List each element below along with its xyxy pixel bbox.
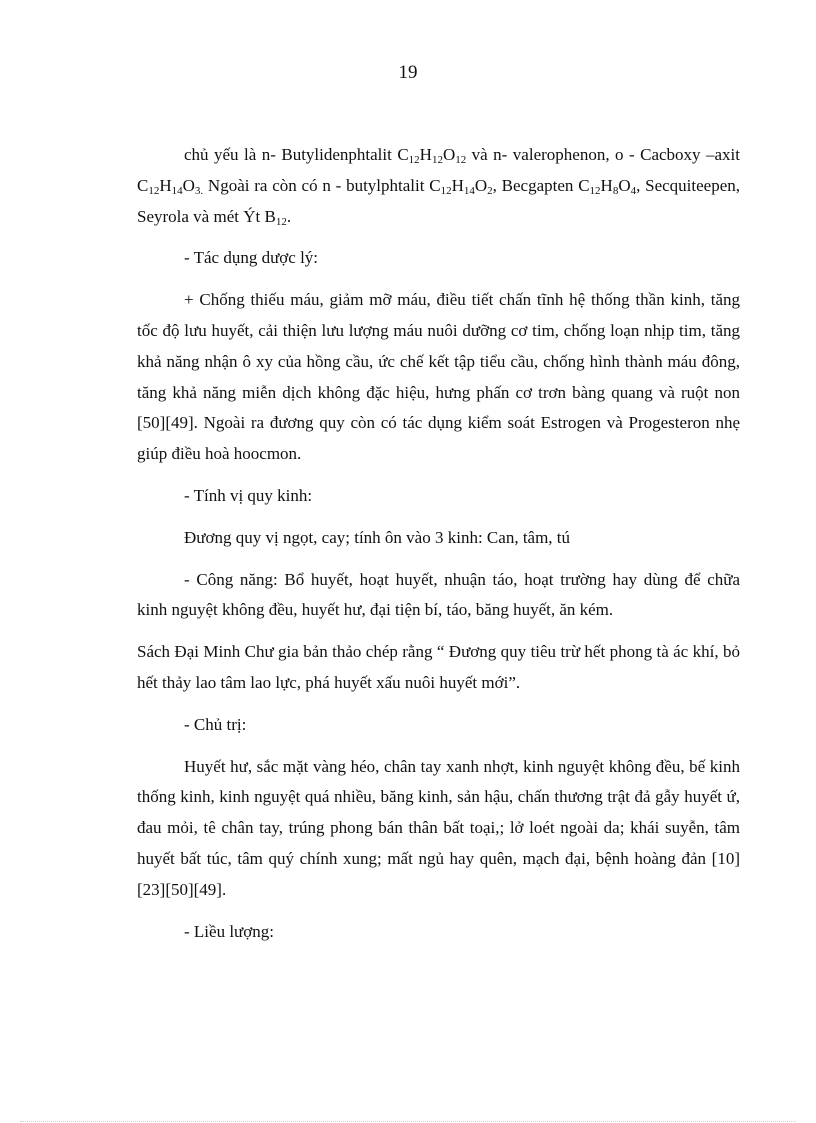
paragraph-tac-dung: + Chống thiếu máu, giảm mỡ máu, điều tiết chấn tĩnh hệ thống thần kinh, tăng tốc độ lưu huyết, cải thiện lưu lượng máu nuôi dưỡng cơ tim, chống loạn nhịp tim, tăng khả năng nhận ô xy của hồng cầu, ức chế kết tập tiểu cầu, chống hình thành máu đông, tăng khả năng miễn dịch không đặc hiệu, hưng phấn cơ trơn bàng quang và ruột non [50][49]. Ngoài ra đương quy còn có tác dụng kiểm soát Estrogen và Progesteron nhẹ giúp điều hoà hoocmon. [137,290,740,464]
text-run: , Secquiteepen, Seyrola và mét Ýt B [137,175,740,226]
formula-c12h8o4: $C_{12}H_8O_4$ [578,175,637,197]
paragraph-sach: Sách Đại Minh Chư gia bản thảo chép rằng “ Đương quy tiêu trừ hết phong tà ác khí, bỏ hết thảy lao tâm lao lực, phá huyết xấu nuôi huyết mới”. [137,642,740,692]
paragraph-chu-tri: Huyết hư, sắc mặt vàng héo, chân tay xanh nhợt, kinh nguyệt không đều, bế kinh thống kinh, kinh nguyệt quá nhiều, băng kinh, sản hậu, chấn thương trật đả gẫy huyết ứ, đau mỏi, tê chân tay, trúng phong bán thân bất toại,; lở loét ngoài da; khái suyễn, tâm huyết bất túc, tâm quý chính xung; mất ngủ hay quên, mạch đại, bệnh hoàng đản [10][23][50][49]. [137,756,740,899]
text-run: , Becgapten [492,175,579,195]
page-bottom-divider [20,1121,796,1122]
paragraph-cong-nang: - Công năng: Bổ huyết, hoạt huyết, nhuận táo, hoạt trường hay dùng để chữa kinh nguyệt không đều, huyết hư, đại tiện bí, táo, băng huyết, ăn kém. [137,569,740,620]
heading-chu-tri: - Chủ trị: [184,714,247,734]
heading-lieu-luong: - Liều lượng: [184,921,274,941]
formula-c12h12o12: $C_{12}H_{12}O_{12}$ [397,145,467,166]
text-run: chủ yếu là n- Butylidenphtalit [184,145,398,164]
text-run: . [286,206,292,226]
paragraph-tinh-vi: Đương quy vị ngọt, cay; tính ôn vào 3 kinh: Can, tâm, tú [184,527,571,547]
subscript: 12 [275,215,287,228]
formula-c12h14o3: $C_{12}H_{14}O_{3.}$ [137,175,204,197]
paragraph-composition [137,140,740,232]
text-run: và n- valerophenon, o - Cacboxy –axit [466,145,740,164]
formula-c12h14o2: $C_{12}H_{14}O_2$ [429,175,493,197]
heading-tac-dung: - Tác dụng dược lý: [184,248,319,268]
text-run: Ngoài ra còn có n - butylphtalit [203,175,430,195]
page-number: 19 [398,62,418,83]
document-body [137,140,740,958]
heading-tinh-vi: - Tính vị quy kinh: [184,485,313,505]
